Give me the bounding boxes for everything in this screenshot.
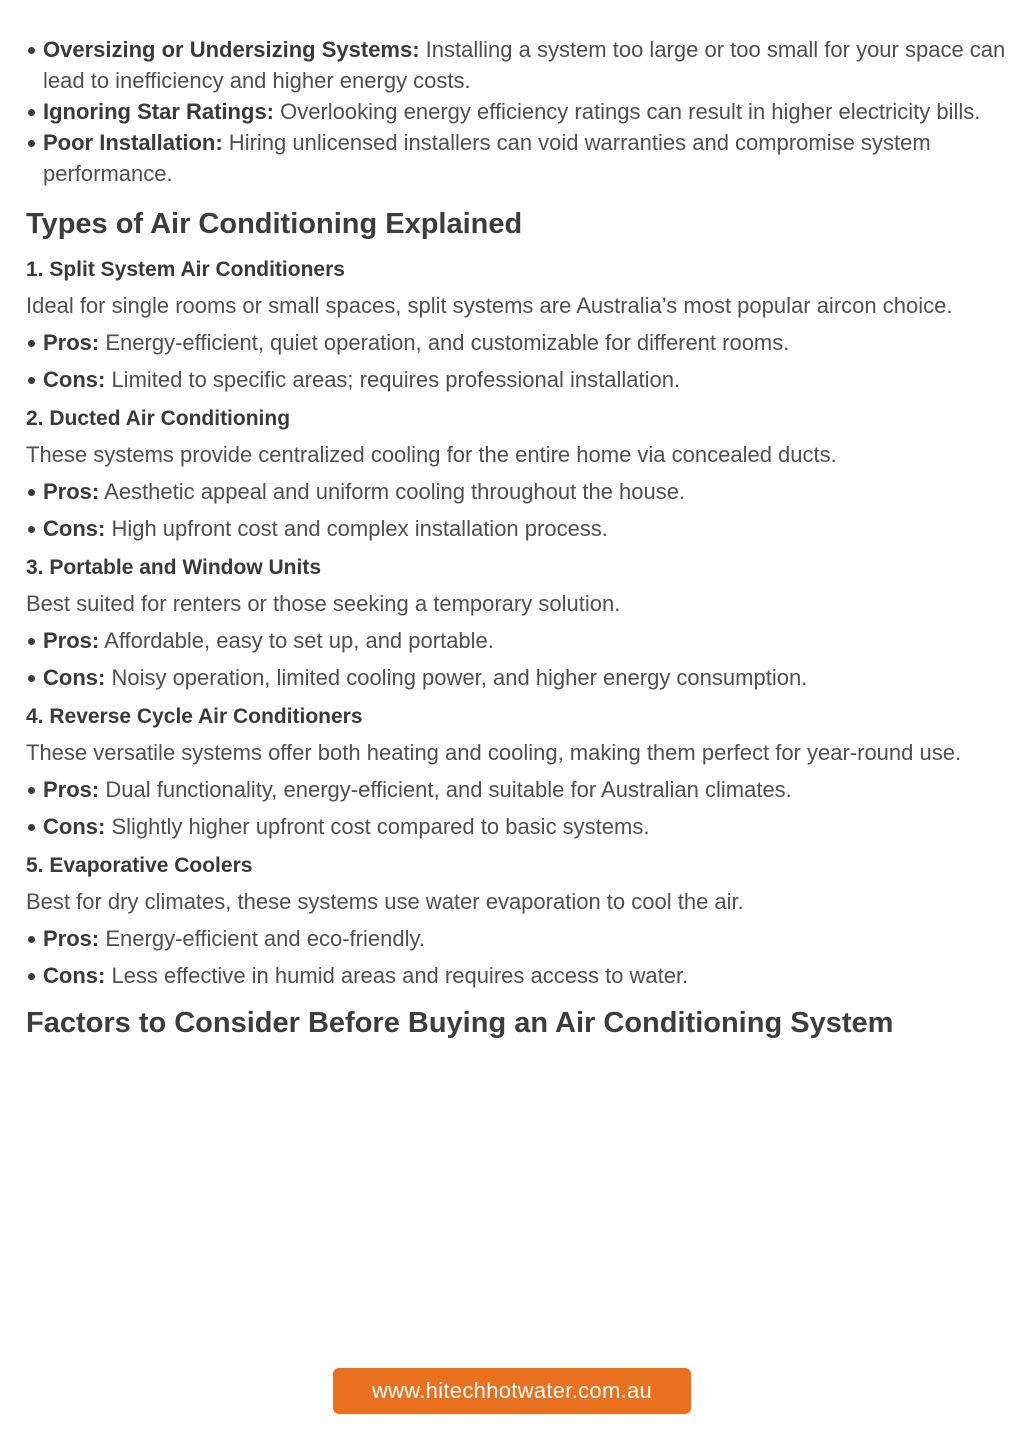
mistakes-list	[26, 34, 1006, 189]
pros-text: Aesthetic appeal and uniform cooling throughout the house.	[99, 479, 686, 504]
type-description: Ideal for single rooms or small spaces, split systems are Australia’s most popular aircon choice.	[26, 293, 953, 318]
type-section-evaporative	[26, 852, 1006, 991]
cons-item	[26, 364, 1006, 395]
pros-text: Energy-efficient, quiet operation, and customizable for different rooms.	[99, 330, 790, 355]
pros-text: Affordable, easy to set up, and portable.	[99, 628, 494, 653]
pros-text: Energy-efficient and eco-friendly.	[99, 926, 425, 951]
pros-item	[26, 476, 1006, 507]
list-item-text: Overlooking energy efficiency ratings can result in higher electricity bills.	[274, 99, 981, 124]
type-description: Best for dry climates, these systems use water evaporation to cool the air.	[26, 889, 744, 914]
type-title: 5. Evaporative Coolers	[26, 854, 253, 877]
cons-label: Cons:	[43, 516, 106, 541]
type-description: These versatile systems offer both heating and cooling, making them perfect for year-round use.	[26, 740, 962, 765]
cons-text: Noisy operation, limited cooling power, and higher energy consumption.	[105, 665, 808, 690]
cons-item	[26, 960, 1006, 991]
type-section-portable	[26, 554, 1006, 693]
pros-label: Pros:	[43, 330, 100, 355]
pros-item	[26, 923, 1006, 954]
website-link-button[interactable]: www.hitechhotwater.com.au	[333, 1368, 691, 1414]
list-item	[26, 96, 1006, 127]
cons-label: Cons:	[43, 367, 106, 392]
cons-text: Less effective in humid areas and requires access to water.	[105, 963, 689, 988]
cons-item	[26, 811, 1006, 842]
type-section-ducted	[26, 405, 1006, 544]
type-section-reverse-cycle	[26, 703, 1006, 842]
pros-label: Pros:	[43, 777, 100, 802]
types-heading: Types of Air Conditioning Explained	[26, 208, 523, 240]
pros-cons-list	[26, 923, 1006, 991]
pros-item	[26, 327, 1006, 358]
pros-label: Pros:	[43, 926, 100, 951]
list-item	[26, 127, 1006, 189]
factors-heading: Factors to Consider Before Buying an Air Conditioning System	[26, 1007, 894, 1039]
pros-label: Pros:	[43, 628, 100, 653]
cons-label: Cons:	[43, 814, 106, 839]
type-description: Best suited for renters or those seeking a temporary solution.	[26, 591, 621, 616]
cons-label: Cons:	[43, 665, 106, 690]
pros-cons-list	[26, 625, 1006, 693]
list-item-text: Installing a system too large or too small for your space can lead to inefficiency and higher energy costs.	[43, 37, 1006, 93]
pros-label: Pros:	[43, 479, 100, 504]
type-section-split	[26, 256, 1006, 395]
list-item	[26, 34, 1006, 96]
cons-item	[26, 662, 1006, 693]
cons-text: Slightly higher upfront cost compared to basic systems.	[105, 814, 650, 839]
type-description: These systems provide centralized cooling for the entire home via concealed ducts.	[26, 442, 837, 467]
cons-label: Cons:	[43, 963, 106, 988]
pros-text: Dual functionality, energy-efficient, and suitable for Australian climates.	[99, 777, 792, 802]
type-title: 4. Reverse Cycle Air Conditioners	[26, 705, 363, 728]
cons-text: Limited to specific areas; requires professional installation.	[105, 367, 681, 392]
list-item-term: Ignoring Star Ratings:	[43, 99, 274, 124]
pros-item	[26, 625, 1006, 656]
document-body	[26, 34, 1006, 1041]
pros-cons-list	[26, 476, 1006, 544]
pros-item	[26, 774, 1006, 805]
type-title: 1. Split System Air Conditioners	[26, 258, 345, 281]
cons-text: High upfront cost and complex installation process.	[105, 516, 608, 541]
pros-cons-list	[26, 327, 1006, 395]
list-item-term: Poor Installation:	[43, 130, 223, 155]
list-item-term: Oversizing or Undersizing Systems:	[43, 37, 420, 62]
list-item-text: Hiring unlicensed installers can void warranties and compromise system performance.	[43, 130, 931, 186]
type-title: 2. Ducted Air Conditioning	[26, 407, 291, 430]
type-title: 3. Portable and Window Units	[26, 556, 321, 579]
pros-cons-list	[26, 774, 1006, 842]
cons-item	[26, 513, 1006, 544]
